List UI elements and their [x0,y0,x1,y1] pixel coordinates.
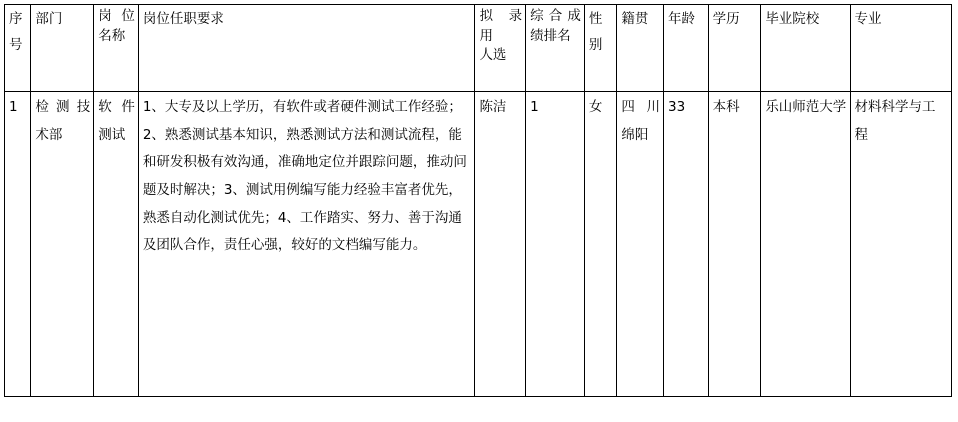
header-label-score-line2: 绩排名 [530,27,571,44]
cell-age [663,92,708,397]
header-cell-gender [584,5,616,92]
cell-major [850,92,951,397]
value-post-line1: 软 件 [98,99,135,115]
value-native-line1: 四 川 [621,99,660,115]
header-label-score-line1: 综 合 成 [530,8,581,24]
value-school: 乐山师范大学 [765,99,847,115]
header-cell-seq [5,5,31,92]
cell-dept [31,92,94,397]
header-label-school: 毕业院校 [765,11,820,27]
value-candidate: 陈洁 [479,99,507,115]
cell-seq [5,92,31,397]
value-score-rank: 1 [530,99,539,115]
header-label-native: 籍贯 [621,11,649,27]
header-label-seq: 序号 [9,11,23,53]
cell-score-rank [526,92,585,397]
header-label-age: 年龄 [667,11,695,27]
header-label-post-line2: 名称 [98,27,126,44]
header-label-gender: 性别 [588,11,603,53]
header-cell-post [94,5,139,92]
value-dept-line1: 检 测 技 [35,99,91,115]
cell-requirement [138,92,475,397]
table-row [5,92,952,397]
value-education: 本科 [712,99,740,115]
header-cell-score [526,5,585,92]
recruitment-table [4,4,952,397]
value-seq: 1 [9,99,18,115]
value-age: 33 [667,99,686,115]
value-post-line2: 测试 [98,126,126,143]
header-label-plan-line2: 人选 [479,47,507,64]
header-cell-dept [31,5,94,92]
cell-candidate [475,92,526,397]
header-cell-school [761,5,850,92]
header-cell-native [617,5,664,92]
cell-education [708,92,761,397]
header-cell-candidate [475,5,526,92]
cell-gender [584,92,616,397]
header-cell-major [850,5,951,92]
header-label-post-line1: 岗 位 [98,8,135,24]
header-label-requirement: 岗位任职要求 [142,11,224,27]
header-label-plan-line1: 拟 录 用 [479,8,523,44]
header-cell-requirement [138,5,475,92]
header-cell-education [708,5,761,92]
header-label-education: 学历 [712,11,740,27]
header-label-dept: 部门 [35,11,63,27]
header-label-major: 专业 [854,11,882,27]
value-native-line2: 绵阳 [621,126,649,143]
table-header-row [5,5,952,92]
value-gender: 女 [588,99,603,115]
cell-native [617,92,664,397]
value-requirement: 1、大专及以上学历，有软件或者硬件测试工作经验；2、熟悉测试基本知识，熟悉测试方法和测试流程，能和研发积极有效沟通，准确地定位并跟踪问题，推动问题及时解决；3、测试用例编写能力经验丰富者优先，熟悉自动化测试优先；4、工作踏实、努力、善于沟通及团队合作，责任心强，较好的文档编写能力。 [142,99,467,254]
value-dept-line2: 术部 [35,126,63,143]
cell-school [761,92,850,397]
value-major: 材料科学与工程 [854,99,936,143]
cell-post [94,92,139,397]
header-cell-age [663,5,708,92]
